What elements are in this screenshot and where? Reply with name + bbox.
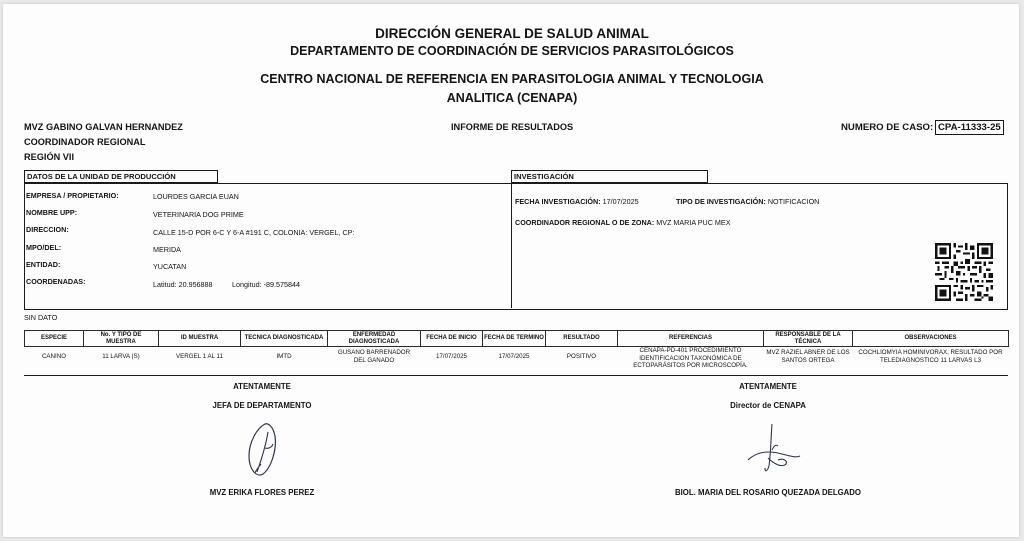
table-cell: CANINO — [41, 353, 67, 360]
header-line-1: DIRECCIÓN GENERAL DE SALUD ANIMAL — [375, 26, 649, 41]
sin-dato-note: SIN DATO — [24, 313, 58, 322]
investigation-type: TIPO DE INVESTIGACIÓN: NOTIFICACION — [676, 197, 820, 206]
municipality-label: MPO/DEL: — [26, 243, 62, 252]
column-header: ENFERMEDAD DIAGNOSTICADA — [328, 331, 421, 347]
table-row — [25, 347, 1009, 370]
right-signer-name: BIOL. MARIA DEL ROSARIO QUEZADA DELGADO — [675, 488, 861, 497]
upp-value: VETERINARIA DOG PRIME — [153, 210, 244, 219]
table-cell: MVZ RAZIEL ABNER DE LOS SANTOS ORTEGA — [766, 349, 850, 364]
state-value: YUCATAN — [153, 262, 187, 271]
column-header: REFERENCIAS — [618, 331, 764, 347]
report-title: INFORME DE RESULTADOS — [451, 122, 574, 132]
owner-label: EMPRESA / PROPIETARIO: — [26, 191, 119, 200]
left-closing: ATENTAMENTE — [233, 382, 291, 391]
table-cell: IMTD — [276, 353, 292, 360]
column-header: RESULTADO — [546, 331, 618, 347]
table-cell: COCHLIOMYIA HOMINIVORAX, RESULTADO POR TELEDIAGNOSTICO 11 LARVAS L3 — [858, 349, 1003, 364]
investigation-date: FECHA INVESTIGACIÓN: 17/07/2025 — [515, 197, 639, 206]
column-header: TECNICA DIAGNOSTICADA — [241, 331, 328, 347]
coordinator-role: COORDINADOR REGIONAL — [24, 137, 146, 147]
table-cell: CENAPA-PD-401 PROCEDIMIENTO IDENTIFICACION TAXONÓMICA DE ECTOPARÁSITOS POR MICROSCOPÍA. — [633, 347, 748, 369]
table-cell: VERGEL 1 AL 11 — [176, 353, 223, 360]
table-bottom-rule — [24, 375, 1008, 376]
case-number-box: CPA-11333-25 — [935, 120, 1004, 135]
column-header: RESPONSABLE DE LA TÉCNICA — [764, 331, 853, 347]
case-number-label: NUMERO DE CASO: — [841, 122, 934, 133]
upp-label: NOMBRE UPP: — [26, 208, 78, 217]
address-value: CALLE 15-D POR 6-C Y 6-A #191 C, COLONIA: VERGEL, CP: — [153, 228, 355, 237]
data-frame-divider — [511, 183, 512, 308]
header-line-4: ANALITICA (CENAPA) — [446, 91, 578, 105]
column-header: ESPECIE — [25, 331, 84, 347]
coordinates-label: COORDENADAS: — [26, 277, 86, 286]
address-label: DIRECCION: — [26, 225, 69, 234]
longitude-value: Longitud: -89.575844 — [232, 280, 300, 289]
production-unit-title: DATOS DE LA UNIDAD DE PRODUCCIÓN — [24, 170, 218, 183]
left-role: JEFA DE DEPARTAMENTO — [212, 401, 312, 410]
right-role: Director de CENAPA — [730, 401, 806, 410]
right-signature — [738, 420, 808, 480]
table-cell: 17/07/2025 — [498, 353, 530, 360]
table-cell: POSITIVO — [566, 353, 597, 360]
investigation-title: INVESTIGACIÓN — [511, 170, 708, 183]
header-line-3: CENTRO NACIONAL DE REFERENCIA EN PARASITOLOGIA ANIMAL Y TECNOLOGIA — [260, 72, 764, 86]
column-header: No. Y TIPO DE MUESTRA — [84, 331, 159, 347]
header-line-2: DEPARTAMENTO DE COORDINACIÓN DE SERVICIOS PARASITOLÓGICOS — [290, 44, 734, 58]
table-cell: GUSANO BARRENADOR DEL GANADO — [337, 349, 411, 364]
table-cell: 11 LARVA (S) — [102, 353, 140, 360]
column-header: ID MUESTRA — [159, 331, 241, 347]
column-header: FECHA DE TERMINO — [483, 331, 546, 347]
table-cell: 17/07/2025 — [436, 353, 467, 360]
owner-value: LOURDES GARCIA EUAN — [153, 192, 239, 201]
right-closing: ATENTAMENTE — [739, 382, 797, 391]
column-header: FECHA DE INICIO — [421, 331, 483, 347]
qr-code-icon — [935, 243, 993, 301]
table-header-row — [25, 331, 1009, 347]
left-signature — [235, 418, 295, 482]
coordinator-name: MVZ GABINO GALVAN HERNANDEZ — [24, 122, 183, 132]
left-signer-name: MVZ ERIKA FLORES PEREZ — [209, 488, 315, 497]
column-header: OBSERVACIONES — [853, 331, 1009, 347]
municipality-value: MERIDA — [153, 245, 181, 254]
state-label: ENTIDAD: — [26, 260, 61, 269]
latitude-value: Latitud: 20.956888 — [153, 280, 213, 289]
zone-coordinator: COORDINADOR REGIONAL O DE ZONA: MVZ MARIA PUC MEX — [515, 218, 731, 227]
coordinator-region: REGIÓN VII — [24, 152, 75, 162]
results-table — [24, 330, 1009, 370]
